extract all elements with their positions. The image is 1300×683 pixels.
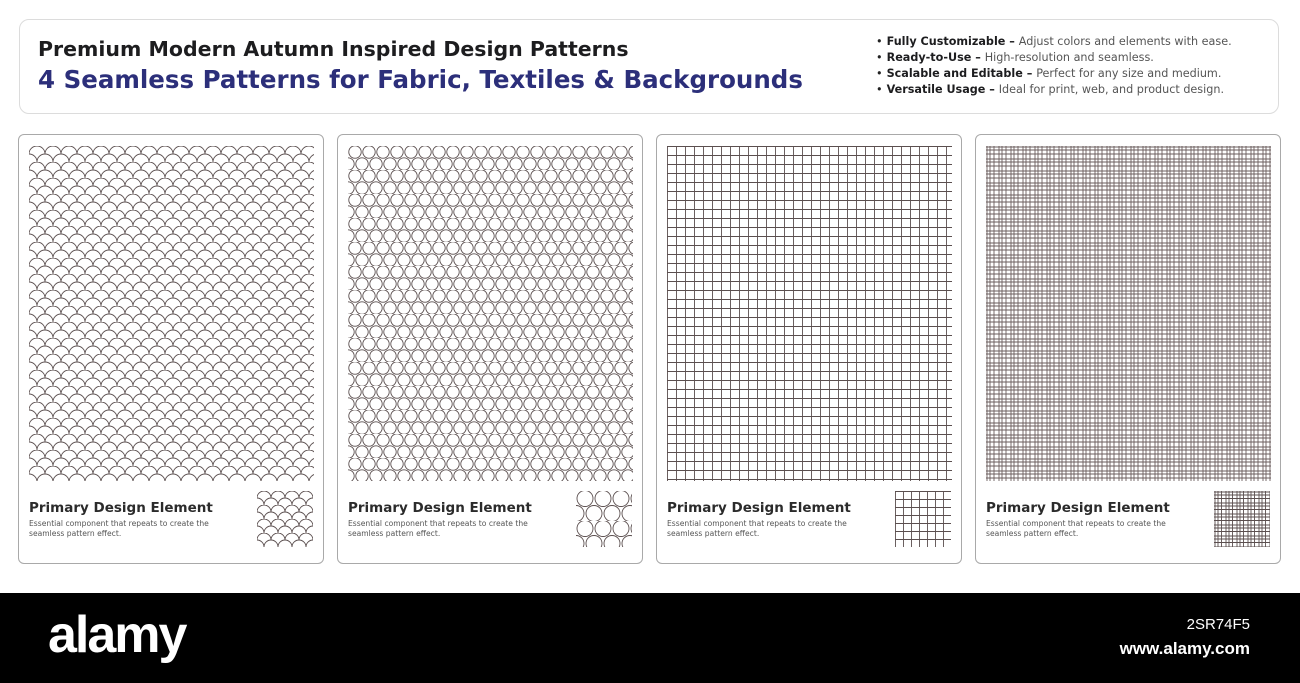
- footer-bar: [0, 593, 1300, 683]
- pattern-preview-grid: [667, 146, 952, 481]
- image-id: 2SR74F5: [1186, 616, 1250, 633]
- element-description: Essential component that repeats to create the seamless pattern effect.: [348, 519, 528, 538]
- pattern-preview-plaid: [986, 146, 1271, 481]
- grid-swatch-icon: [895, 491, 951, 547]
- bullet-icon: •: [876, 35, 883, 48]
- element-swatch-circles: [576, 491, 632, 547]
- header-panel: [19, 19, 1279, 114]
- feature-title: Versatile Usage: [886, 83, 986, 96]
- element-description: Essential component that repeats to create the seamless pattern effect.: [667, 519, 847, 538]
- brand-logo[interactable]: alamy: [48, 606, 186, 664]
- site-link[interactable]: www.alamy.com: [1119, 639, 1250, 658]
- pattern-card-grid[interactable]: [656, 134, 962, 564]
- pattern-card-scallop[interactable]: [18, 134, 324, 564]
- element-swatch-plaid: [1214, 491, 1270, 547]
- feature-text: Perfect for any size and medium.: [1036, 67, 1222, 80]
- pattern-preview-scallop: [29, 146, 314, 481]
- feature-title: Ready-to-Use: [886, 51, 972, 64]
- element-title: Primary Design Element: [986, 500, 1170, 516]
- circles-pattern: [348, 146, 633, 481]
- element-swatch-grid: [895, 491, 951, 547]
- page-title: Premium Modern Autumn Inspired Design Patterns: [38, 37, 629, 61]
- bullet-icon: •: [876, 51, 883, 64]
- pattern-card-circles[interactable]: [337, 134, 643, 564]
- element-description: Essential component that repeats to create the seamless pattern effect.: [986, 519, 1166, 538]
- page-subtitle: 4 Seamless Patterns for Fabric, Textiles & Backgrounds: [38, 65, 803, 94]
- feature-text: High-resolution and seamless.: [984, 51, 1154, 64]
- feature-item: • Fully Customizable – Adjust colors and elements with ease.: [876, 35, 1232, 48]
- feature-item: • Versatile Usage – Ideal for print, web, and product design.: [876, 83, 1224, 96]
- feature-text: Adjust colors and elements with ease.: [1018, 35, 1232, 48]
- element-swatch-scallop: [257, 491, 313, 547]
- feature-title: Fully Customizable: [886, 35, 1006, 48]
- feature-item: • Scalable and Editable – Perfect for any size and medium.: [876, 67, 1222, 80]
- element-title: Primary Design Element: [29, 500, 213, 516]
- feature-title: Scalable and Editable: [886, 67, 1023, 80]
- feature-text: Ideal for print, web, and product design.: [998, 83, 1224, 96]
- grid-pattern: [667, 146, 952, 481]
- circles-swatch-icon: [576, 491, 632, 547]
- bullet-icon: •: [876, 67, 883, 80]
- element-description: Essential component that repeats to create the seamless pattern effect.: [29, 519, 209, 538]
- pattern-card-plaid[interactable]: [975, 134, 1281, 564]
- feature-list: [876, 34, 1232, 98]
- plaid-pattern: [986, 146, 1271, 481]
- plaid-swatch-icon: [1214, 491, 1270, 547]
- element-title: Primary Design Element: [667, 500, 851, 516]
- bullet-icon: •: [876, 83, 883, 96]
- feature-item: • Ready-to-Use – High-resolution and seamless.: [876, 51, 1154, 64]
- pattern-preview-circles: [348, 146, 633, 481]
- scallop-pattern: [29, 146, 314, 481]
- scallop-swatch-icon: [257, 491, 313, 547]
- element-title: Primary Design Element: [348, 500, 532, 516]
